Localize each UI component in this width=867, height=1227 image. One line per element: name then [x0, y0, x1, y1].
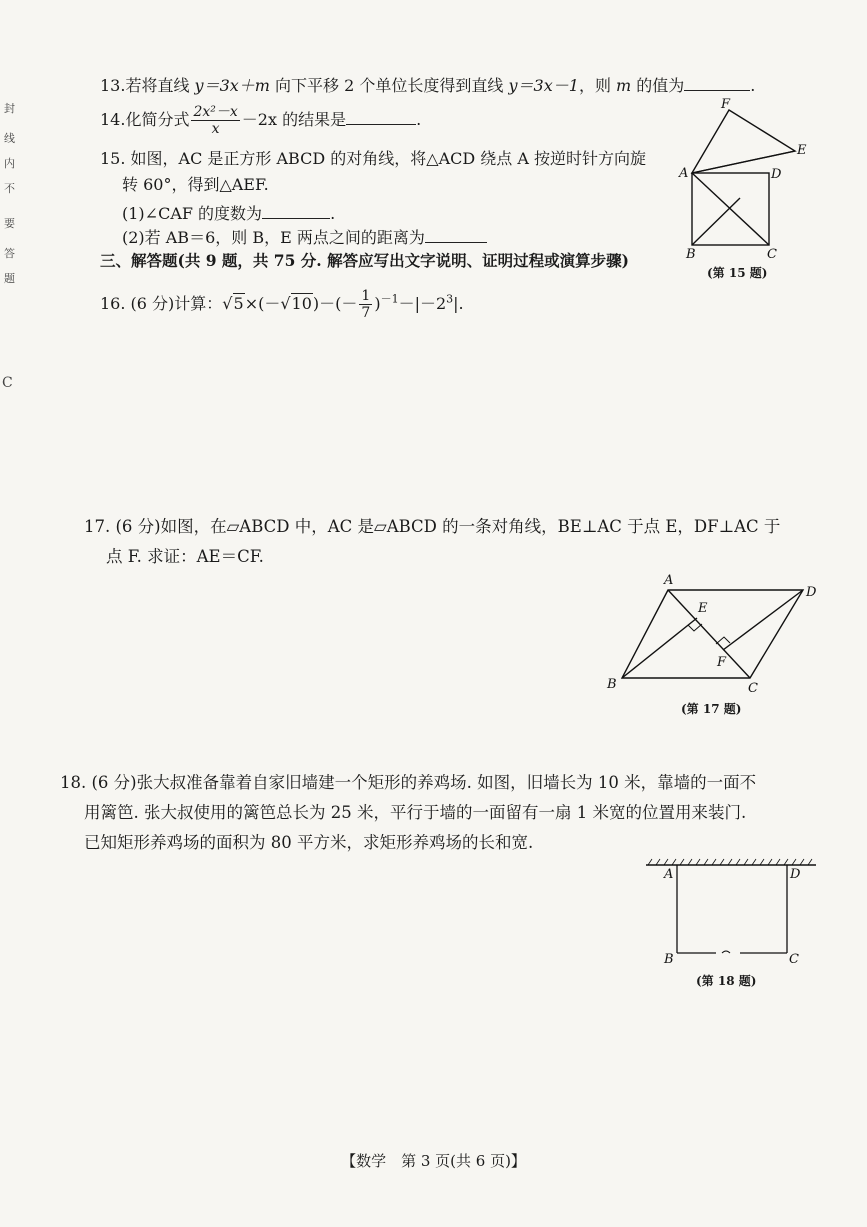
label-F: F [721, 97, 731, 112]
question-18-line-3: 已知矩形养鸡场的面积为 80 平方米，求矩形养鸡场的长和宽. [84, 833, 534, 852]
q14-tail: . [416, 110, 422, 129]
q16-text: －|－2 [398, 294, 447, 313]
question-18-line-2: 用篱笆. 张大叔使用的篱笆总长为 25 米，平行于墙的一面留有一扇 1 米宽的位置用来装门. [84, 803, 747, 822]
margin-char: 内 [4, 157, 15, 170]
margin-char: 答 [4, 247, 15, 260]
sqrt-5: 5 [233, 294, 244, 313]
fraction-numerator: 1 [361, 288, 371, 304]
q13-text: 若将直线 [125, 76, 195, 95]
fraction-numerator: 2x²－x [193, 104, 238, 120]
q13-text: ，则 [578, 76, 617, 95]
label-A: A [664, 867, 674, 882]
label-B: B [607, 677, 617, 692]
margin-char: 题 [4, 272, 15, 285]
label-D: D [806, 585, 817, 600]
question-15-line-1: 15. 如图，AC 是正方形 ABCD 的对角线，将△ACD 绕点 A 按逆时针方向旋 [100, 149, 647, 168]
label-D: D [790, 867, 801, 882]
q15-sub1-text: (1)∠CAF 的度数为 [122, 204, 263, 223]
label-D: D [771, 167, 782, 182]
exponent: －1 [380, 292, 399, 306]
question-number: 14. [100, 110, 126, 129]
figure-15-caption: (第 15 题) [707, 266, 768, 280]
q15-sub2-text: (2)若 AB＝6，则 B，E 两点之间的距离为 [122, 228, 425, 247]
q13-tail: . [750, 76, 756, 95]
label-B: B [686, 247, 696, 262]
exponent: 3 [446, 292, 454, 306]
margin-char: 线 [4, 132, 15, 145]
question-17-line-2: 点 F. 求证：AE＝CF. [106, 547, 264, 566]
question-17-line-1: 17. (6 分)如图，在▱ABCD 中，AC 是▱ABCD 的一条对角线，BE⊥AC 于点 E，DF⊥AC 于 [84, 517, 781, 536]
q13-equation-2: y＝3x－1 [508, 76, 579, 95]
question-16: 16. (6 分)计算：√5×(－√10)－(－ $\frac{1}{7}$ )$^{-1}-|-2^3|$. [100, 288, 464, 321]
figure-18-caption: (第 18 题) [696, 974, 757, 988]
q13-text: 向下平移 2 个单位长度得到直线 [269, 76, 509, 95]
q13-variable: m [616, 76, 632, 95]
q16-text: ×(－ [244, 294, 281, 313]
margin-char: 封 [4, 102, 15, 115]
q16-text: ) [374, 294, 381, 313]
q14-text: 化简分式 [125, 110, 190, 129]
q16-text: )－(－ [312, 294, 358, 313]
figure-17-caption: (第 17 题) [681, 702, 742, 716]
label-B: B [664, 952, 674, 967]
page-footer: 【数学 第 3 页(共 6 页)】 [341, 1152, 526, 1170]
label-E: E [698, 601, 708, 616]
question-18-line-1: 18. (6 分)张大叔准备靠着自家旧墙建一个矩形的养鸡场. 如图，旧墙长为 10 米，靠墙的一面不 [60, 773, 757, 792]
section-3-heading: 三、解答题(共 9 题，共 75 分. 解答应写出文字说明、证明过程或演算步骤) [100, 251, 629, 270]
sqrt-10: 10 [291, 294, 312, 313]
label-F: F [717, 655, 727, 670]
label-C: C [748, 681, 758, 696]
wall-hatching [648, 859, 812, 865]
label-C: C [767, 247, 777, 262]
label-A: A [679, 166, 689, 181]
question-number: 13. [100, 76, 126, 95]
q16-prefix: 16. (6 分)计算： [100, 294, 223, 313]
fraction-denominator: x [211, 121, 220, 137]
door-gap [722, 951, 730, 953]
q13-text: 的值为 [631, 76, 685, 95]
label-E: E [797, 143, 807, 158]
q15-sub1-tail: . [330, 204, 336, 223]
fraction-denominator: 7 [361, 305, 371, 321]
margin-char: 不 [4, 182, 15, 195]
margin-char: 要 [4, 217, 15, 230]
margin-char: C [2, 375, 13, 391]
q16-tail: |. [453, 294, 464, 313]
label-C: C [789, 952, 799, 967]
q13-equation-1: y＝3x＋m [194, 76, 270, 95]
label-A: A [664, 573, 674, 588]
q14-text: －2x 的结果是 [241, 110, 347, 129]
question-15-line-2: 转 60°，得到△AEF. [122, 175, 269, 194]
